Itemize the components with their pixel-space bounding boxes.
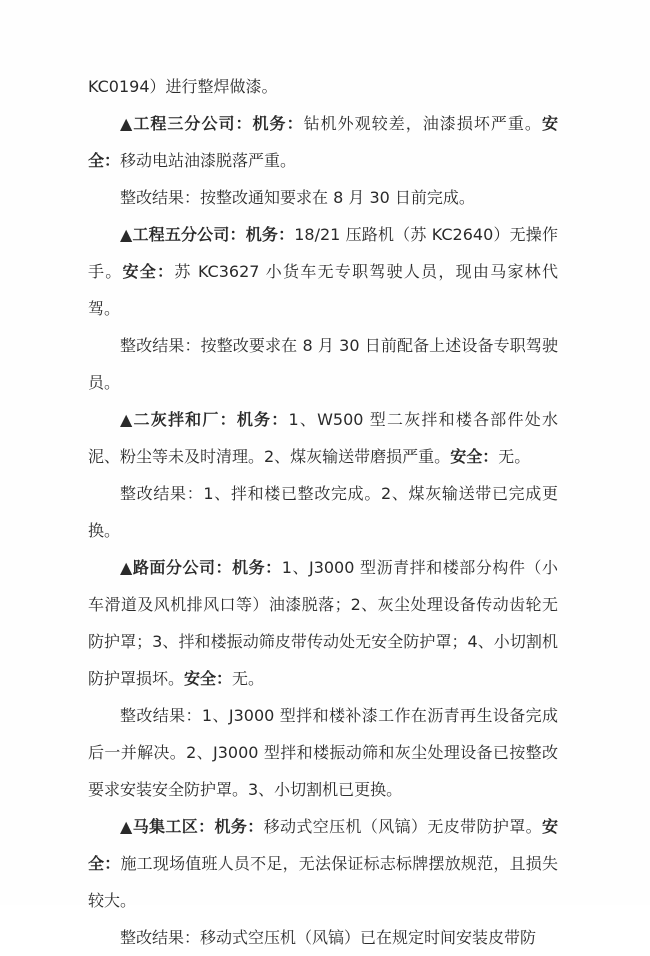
safety-text: 无。 [232,669,265,688]
machinery-text: 移动式空压机（风镐）无皮带防护罩。 [263,817,542,836]
paragraph-engineering-branch-3 [88,105,558,179]
machinery-text: 钻机外观较差，油漆损坏严重。 [303,114,542,133]
rectification-result-1: 整改结果：按整改通知要求在 8 月 30 日前完成。 [120,188,475,207]
machinery-label: 机务： [252,114,304,133]
paragraph-maji-work-area [88,808,558,919]
safety-label: 安全： [88,114,558,170]
machinery-label: 机务： [214,817,264,836]
safety-text: 施工现场值班人员不足，无法保证标志标牌摆放规范，且损失较大。 [88,854,558,910]
paragraph-lime-mixing-plant [88,401,558,475]
machinery-text: 1、J3000 型沥青拌和楼部分构件（小车滑道及风机排风口等）油漆脱落；2、灰尘处理设备传动齿轮无防护罩；3、拌和楼振动筛皮带传动处无安全防护罩；4、小切割机防护罩损坏。 [88,558,558,688]
machinery-label: 机务： [236,410,289,429]
safety-label: 安全： [88,817,558,873]
unit-name: 二灰拌和厂： [133,410,237,429]
triangle-marker: ▲ [120,225,133,244]
paragraph-pavement-branch [88,549,558,697]
rectification-result-4: 整改结果：1、J3000 型拌和楼补漆工作在沥青再生设备完成后一并解决。2、J3000 型拌和楼振动筛和灰尘处理设备已按整改要求安装安全防护罩。3、小切割机已更换。 [88,706,558,799]
machinery-text: 1、W500 型二灰拌和楼各部件处水泥、粉尘等未及时清理。2、煤灰输送带磨损严重。 [88,410,558,466]
unit-name: 工程三分公司： [133,114,253,133]
machinery-label: 机务： [245,225,295,244]
safety-text: 无。 [498,447,531,466]
safety-label: 安全： [122,262,175,281]
unit-name: 路面分公司： [132,558,233,577]
rectification-result-5: 整改结果：移动式空压机（风镐）已在规定时间安装皮带防 [120,928,537,947]
triangle-marker: ▲ [120,114,134,133]
safety-text: 苏 KC3627 小货车无专职驾驶人员，现由马家林代驾。 [88,262,558,318]
safety-label: 安全： [450,447,499,466]
machinery-label: 机务： [232,558,282,577]
triangle-marker: ▲ [120,817,133,836]
safety-text: 移动电站油漆脱落严重。 [120,151,297,170]
unit-name: 工程五分公司： [132,225,246,244]
rectification-result-3: 整改结果：1、拌和楼已整改完成。2、煤灰输送带已完成更换。 [88,484,558,540]
unit-name: 马集工区： [132,817,215,836]
machinery-text: 18/21 压路机（苏 KC2640）无操作手。 [88,225,558,281]
paragraph-engineering-branch-5 [88,216,558,327]
triangle-marker: ▲ [120,410,134,429]
safety-label: 安全： [184,669,233,688]
paragraph-continuation: KC0194）进行整焊做漆。 [88,77,278,96]
rectification-result-2: 整改结果：按整改要求在 8 月 30 日前配备上述设备专职驾驶员。 [88,336,558,392]
triangle-marker: ▲ [120,558,133,577]
